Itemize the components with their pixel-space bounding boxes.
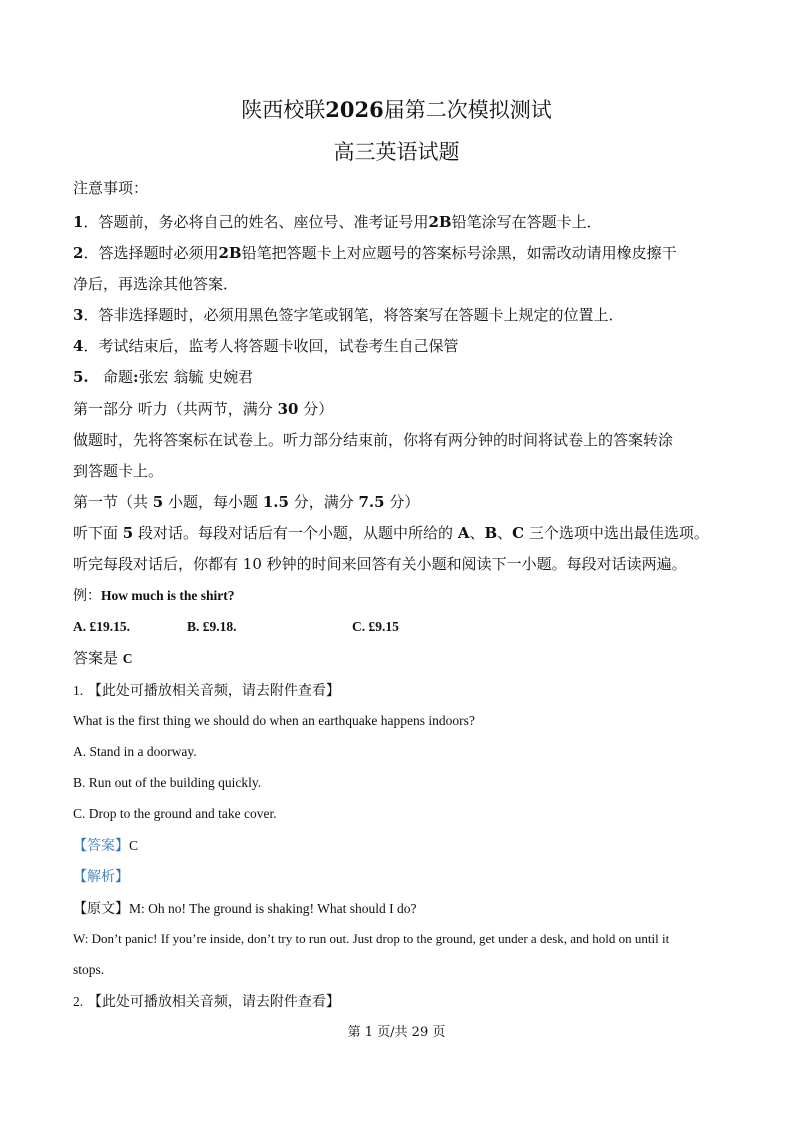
notice-item-2: 2．答选择题时必须用2B铅笔把答题卡上对应题号的答案标号涂黑，如需改动请用橡皮擦干 [73, 244, 677, 262]
notice-item-5: 5. 命题:张宏 翁毓 史婉君 [73, 368, 254, 386]
page-footer: 第 1 页/共 29 页 [347, 1025, 446, 1040]
section1-instruction-line2: 听完每段对话后，你都有 10 秒钟的时间来回答有关小题和阅读下一小题。每段对话读两遍。 [73, 555, 687, 573]
answer-tag: 【答案】 [73, 838, 129, 854]
exam-year: 2026 [325, 97, 384, 122]
q2-header: 2. 【此处可播放相关音频，请去附件查看】 [73, 994, 340, 1010]
exam-title: 陕西校联2026届第二次模拟测试 [241, 97, 552, 122]
q1-option-b: B. Run out of the building quickly. [73, 775, 262, 790]
q1-answer: 【答案】C [73, 838, 139, 854]
example-option-a: A. £19.15. [73, 619, 130, 634]
part1-heading: 第一部分 听力（共两节，满分 30 分） [73, 400, 334, 418]
part1-intro-line1: 做题时，先将答案标在试卷上。听力部分结束前，你将有两分钟的时间将试卷上的答案转涂 [73, 431, 674, 449]
q1-option-a: A. Stand in a doorway. [73, 744, 197, 759]
q2-audio-note: 【此处可播放相关音频，请去附件查看】 [87, 994, 340, 1010]
q1-audio-note: 【此处可播放相关音频，请去附件查看】 [87, 683, 340, 699]
notice-item-1: 1．答题前，务必将自己的姓名、座位号、准考证号用2B铅笔涂写在答题卡上． [73, 213, 602, 231]
example-question: 例：How much is the shirt? [73, 588, 235, 604]
section1-instruction-line1: 听下面 5 段对话。每段对话后有一个小题，从题中所给的 A、B、C 三个选项中选出最佳选项。 [73, 524, 709, 542]
notice-item-4: 4．考试结束后，监考人将答题卡收回，试卷考生自己保管 [73, 337, 459, 355]
notice-item-3: 3．答非选择题时，必须用黑色签字笔或钢笔，将答案写在答题卡上规定的位置上． [73, 306, 624, 324]
example-options [73, 617, 733, 637]
notice-item-2-cont: 净后，再选涂其他答案． [73, 275, 239, 293]
q1-transcript-w: W: Don’t panic! If you’re inside, don’t try to run out. Just drop to the ground, get under a desk, and hold on until it [73, 931, 670, 946]
example-answer: 答案是 C [73, 649, 133, 667]
example-option-c: C. £9.15 [352, 619, 399, 634]
q1-question: What is the first thing we should do when an earthquake happens indoors? [73, 713, 475, 728]
notice-heading: 注意事项： [73, 179, 149, 197]
q1-transcript-m: 【原文】M: Oh no! The ground is shaking! What should I do? [73, 901, 417, 917]
q1-transcript-w-cont: stops. [73, 962, 105, 977]
q1-analysis-tag: 【解析】 [73, 869, 129, 885]
q1-header: 1. 【此处可播放相关音频，请去附件查看】 [73, 683, 340, 699]
exam-subtitle: 高三英语试题 [333, 140, 460, 164]
part1-intro-line2: 到答题卡上。 [73, 462, 164, 480]
section1-heading: 第一节（共 5 小题，每小题 1.5 分，满分 7.5 分） [73, 493, 420, 511]
q1-option-c: C. Drop to the ground and take cover. [73, 806, 277, 821]
example-option-b: B. £9.18. [187, 619, 237, 634]
